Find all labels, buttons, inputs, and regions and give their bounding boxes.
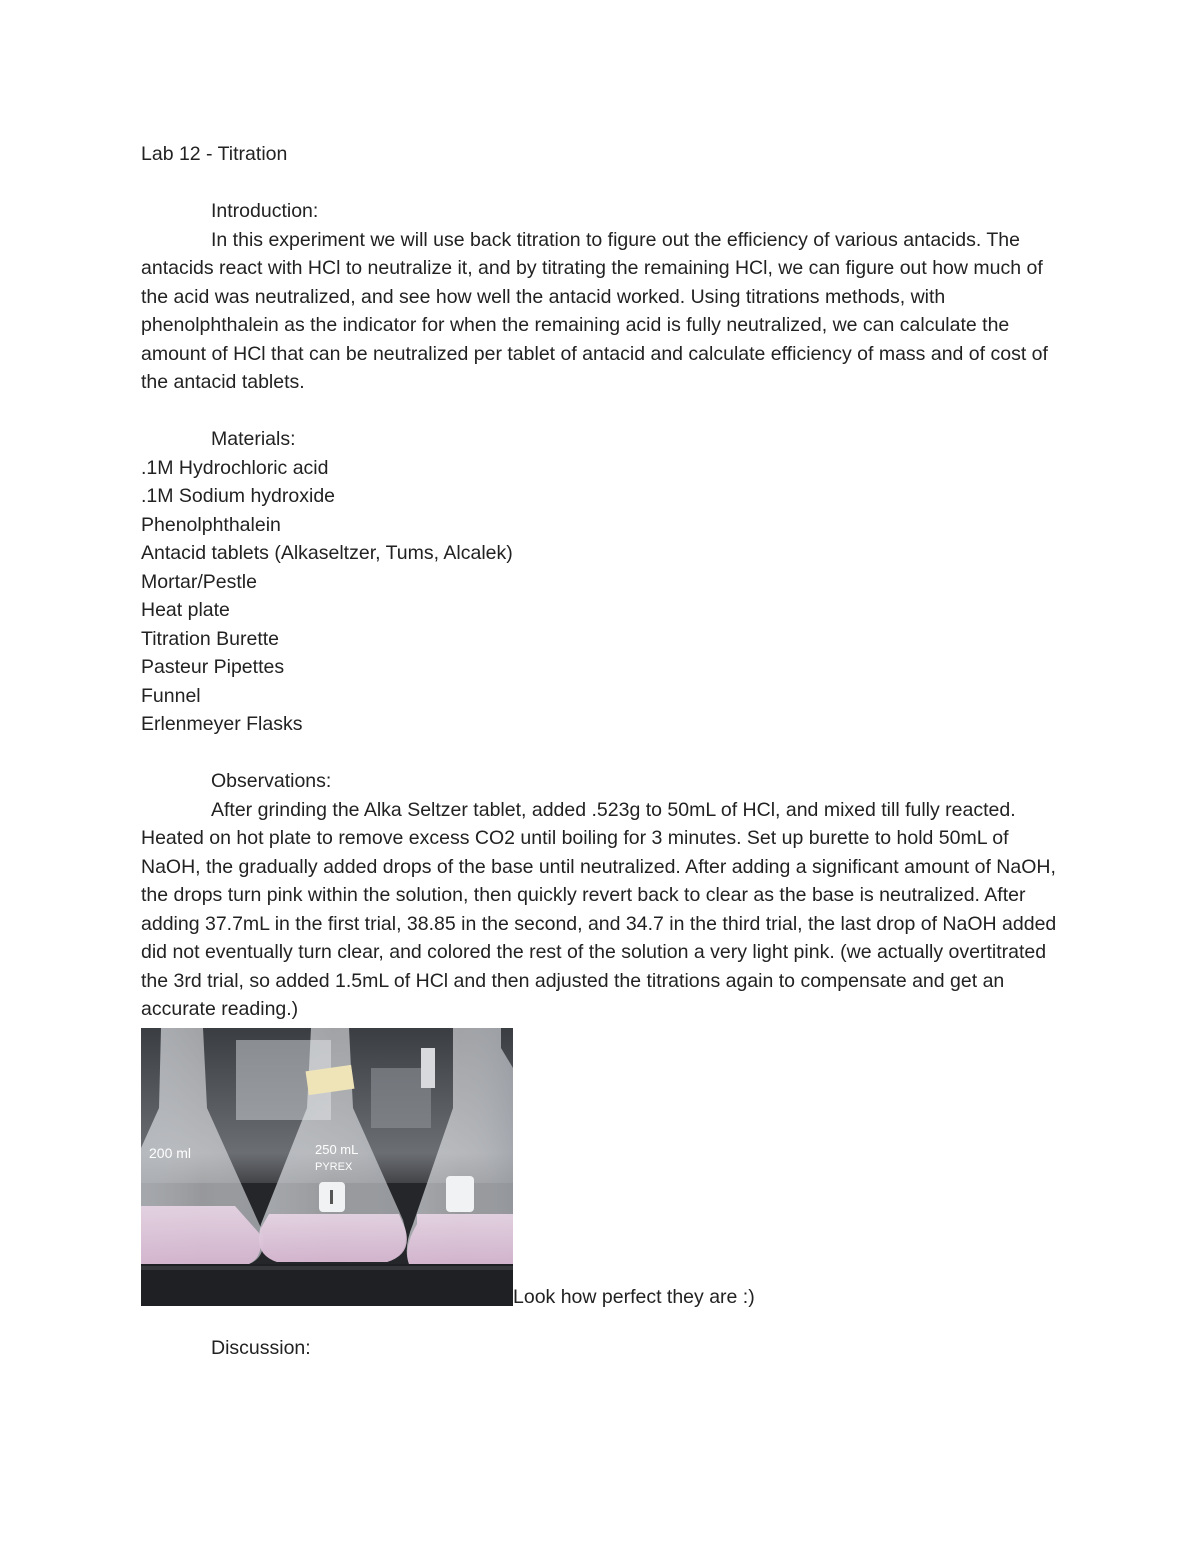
materials-item: Titration Burette	[141, 627, 280, 650]
discussion-heading: Discussion:	[211, 1337, 311, 1359]
document-body	[141, 140, 1061, 1363]
observations-heading: Observations:	[211, 770, 332, 792]
materials-item: Funnel	[141, 684, 201, 707]
spacer	[141, 1306, 1061, 1335]
photo-caption: Look how perfect they are :)	[513, 1285, 755, 1308]
spacer	[141, 397, 1061, 426]
middle-flask-volume-label: 250 mL	[315, 1141, 359, 1157]
materials-item: Pasteur Pipettes	[141, 656, 285, 678]
materials-item: Heat plate	[141, 599, 230, 621]
middle-flask-brand-label: PYREX	[315, 1160, 353, 1173]
document-title: Lab 12 - Titration	[141, 143, 288, 165]
spacer	[141, 739, 1061, 768]
materials-item: .1M Hydrochloric acid	[141, 456, 329, 479]
introduction-heading: Introduction:	[211, 200, 319, 222]
photo-row	[141, 1028, 1061, 1306]
left-flask-label: 200 ml	[149, 1144, 192, 1161]
materials-item: .1M Sodium hydroxide	[141, 485, 336, 507]
materials-heading: Materials:	[211, 428, 296, 450]
materials-item: Phenolphthalein	[141, 513, 281, 536]
observations-paragraph: After grinding the Alka Seltzer tablet, added .523g to 50mL of HCl, and mixed till fully reacted. Heated on hot plate to remove excess CO2 until boiling for 3 minutes. Set up burette to hold 50mL of NaOH, the gradually added drops of the base until neutralized. After adding a significant amount of NaOH, the drops turn pink within the solution, then quickly revert back to clear as the base is neutralized. After adding 37.7mL in the first trial, 38.85 in the second, and 34.7 in the third trial, the last drop of NaOH added did not eventually turn clear, and colored the rest of the solution a very light pink. (we actually overtitrated the 3rd trial, so added 1.5mL of HCl and then adjusted the titrations again to compensate and get an accurate reading.)	[141, 798, 1057, 1020]
spacer	[141, 169, 1061, 198]
materials-item: Antacid tablets (Alkaseltzer, Tums, Alcalek)	[141, 542, 513, 564]
flasks-photo	[141, 1028, 513, 1306]
materials-item: Erlenmeyer Flasks	[141, 713, 303, 735]
introduction-paragraph: In this experiment we will use back titration to figure out the efficiency of various antacids. The antacids react with HCl to neutralize it, and by titrating the remaining HCl, we can figure out how much of the acid was neutralized, and see how well the antacid worked. Using titrations methods, with phenolphthalein as the indicator for when the remaining acid is fully neutralized, we can calculate the amount of HCl that can be neutralized per tablet of antacid and calculate efficiency of mass and of cost of the antacid tablets.	[141, 228, 1048, 393]
materials-list	[141, 454, 1061, 739]
materials-item: Mortar/Pestle	[141, 570, 257, 593]
